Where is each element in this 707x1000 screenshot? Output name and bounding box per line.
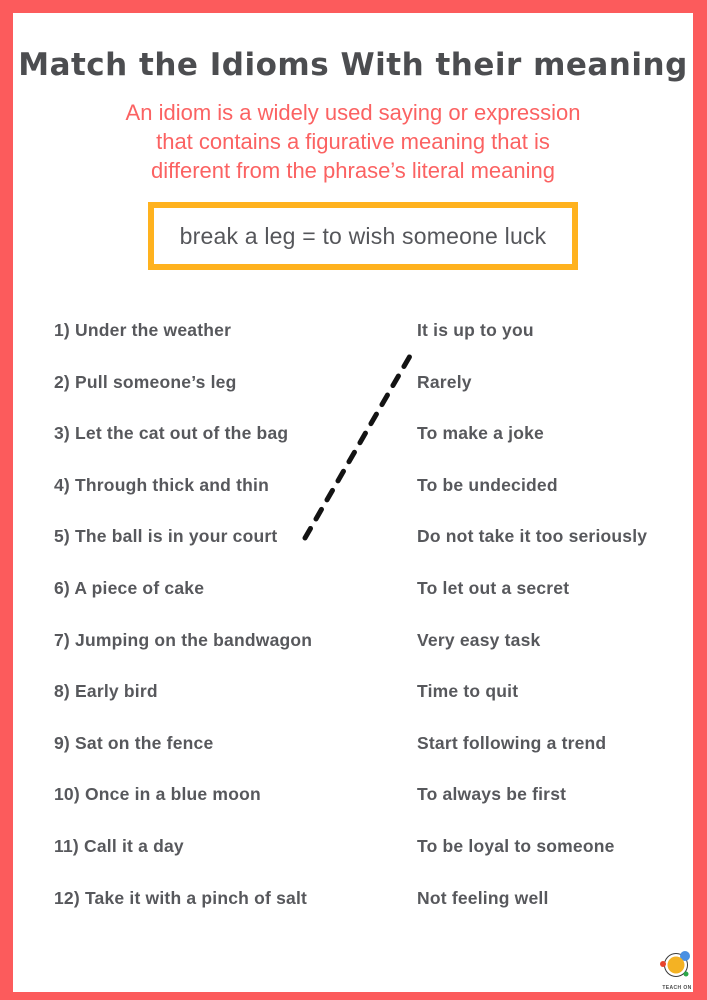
- logo-yellow-dot: [668, 957, 685, 974]
- match-row: [13, 319, 693, 371]
- idiom-item: 1) Under the weather: [54, 320, 232, 340]
- matching-list: [13, 319, 693, 938]
- definition-line: that contains a figurative meaning that is: [156, 129, 550, 154]
- match-row: [13, 887, 693, 939]
- meaning-item: Do not take it too seriously: [417, 526, 648, 547]
- logo-red-dot: [660, 961, 666, 967]
- meaning-item: To always be first: [417, 784, 567, 805]
- meaning-item: Very easy task: [417, 629, 541, 650]
- page-title: Match the Idioms With their meaning: [18, 47, 688, 83]
- match-row: [13, 577, 693, 629]
- meaning-item: Start following a trend: [417, 732, 607, 753]
- definition-line: different from the phrase’s literal meaning: [151, 158, 555, 183]
- teach-on-logo-icon: [655, 946, 699, 982]
- meaning-item: To be undecided: [417, 474, 558, 495]
- match-row: [13, 525, 693, 577]
- meaning-item: To let out a secret: [417, 577, 570, 598]
- idiom-item: 5) The ball is in your court: [54, 526, 278, 547]
- idiom-item: 3) Let the cat out of the bag: [54, 423, 289, 444]
- idiom-item: 10) Once in a blue moon: [54, 784, 261, 805]
- idiom-item: 12) Take it with a pinch of salt: [54, 887, 308, 908]
- meaning-item: To be loyal to someone: [417, 835, 615, 856]
- idiom-item: 11) Call it a day: [54, 835, 184, 856]
- idiom-item: 6) A piece of cake: [54, 577, 205, 598]
- logo-green-dot: [684, 972, 689, 977]
- idiom-item: 9) Sat on the fence: [54, 732, 214, 753]
- idiom-item: 8) Early bird: [54, 681, 158, 702]
- example-box: [148, 202, 578, 270]
- match-row: [13, 474, 693, 526]
- match-row: [13, 680, 693, 732]
- meaning-item: It is up to you: [417, 320, 534, 340]
- match-row: [13, 835, 693, 887]
- idiom-definition: [13, 98, 693, 185]
- match-row: [13, 371, 693, 423]
- idiom-item: 4) Through thick and thin: [54, 474, 269, 495]
- definition-line: An idiom is a widely used saying or expression: [125, 100, 581, 125]
- example-text: break a leg = to wish someone luck: [179, 222, 547, 249]
- match-row: [13, 783, 693, 835]
- meaning-item: Time to quit: [417, 681, 519, 702]
- brand-label: TEACH ON: [662, 985, 692, 991]
- match-row: [13, 629, 693, 681]
- idiom-item: 2) Pull someone’s leg: [54, 371, 237, 392]
- idiom-item: 7) Jumping on the bandwagon: [54, 629, 313, 650]
- meaning-item: To make a joke: [417, 423, 544, 444]
- match-row: [13, 732, 693, 784]
- meaning-item: Rarely: [417, 371, 472, 392]
- match-row: [13, 422, 693, 474]
- teach-on-logo: [653, 946, 701, 991]
- meaning-item: Not feeling well: [417, 887, 549, 908]
